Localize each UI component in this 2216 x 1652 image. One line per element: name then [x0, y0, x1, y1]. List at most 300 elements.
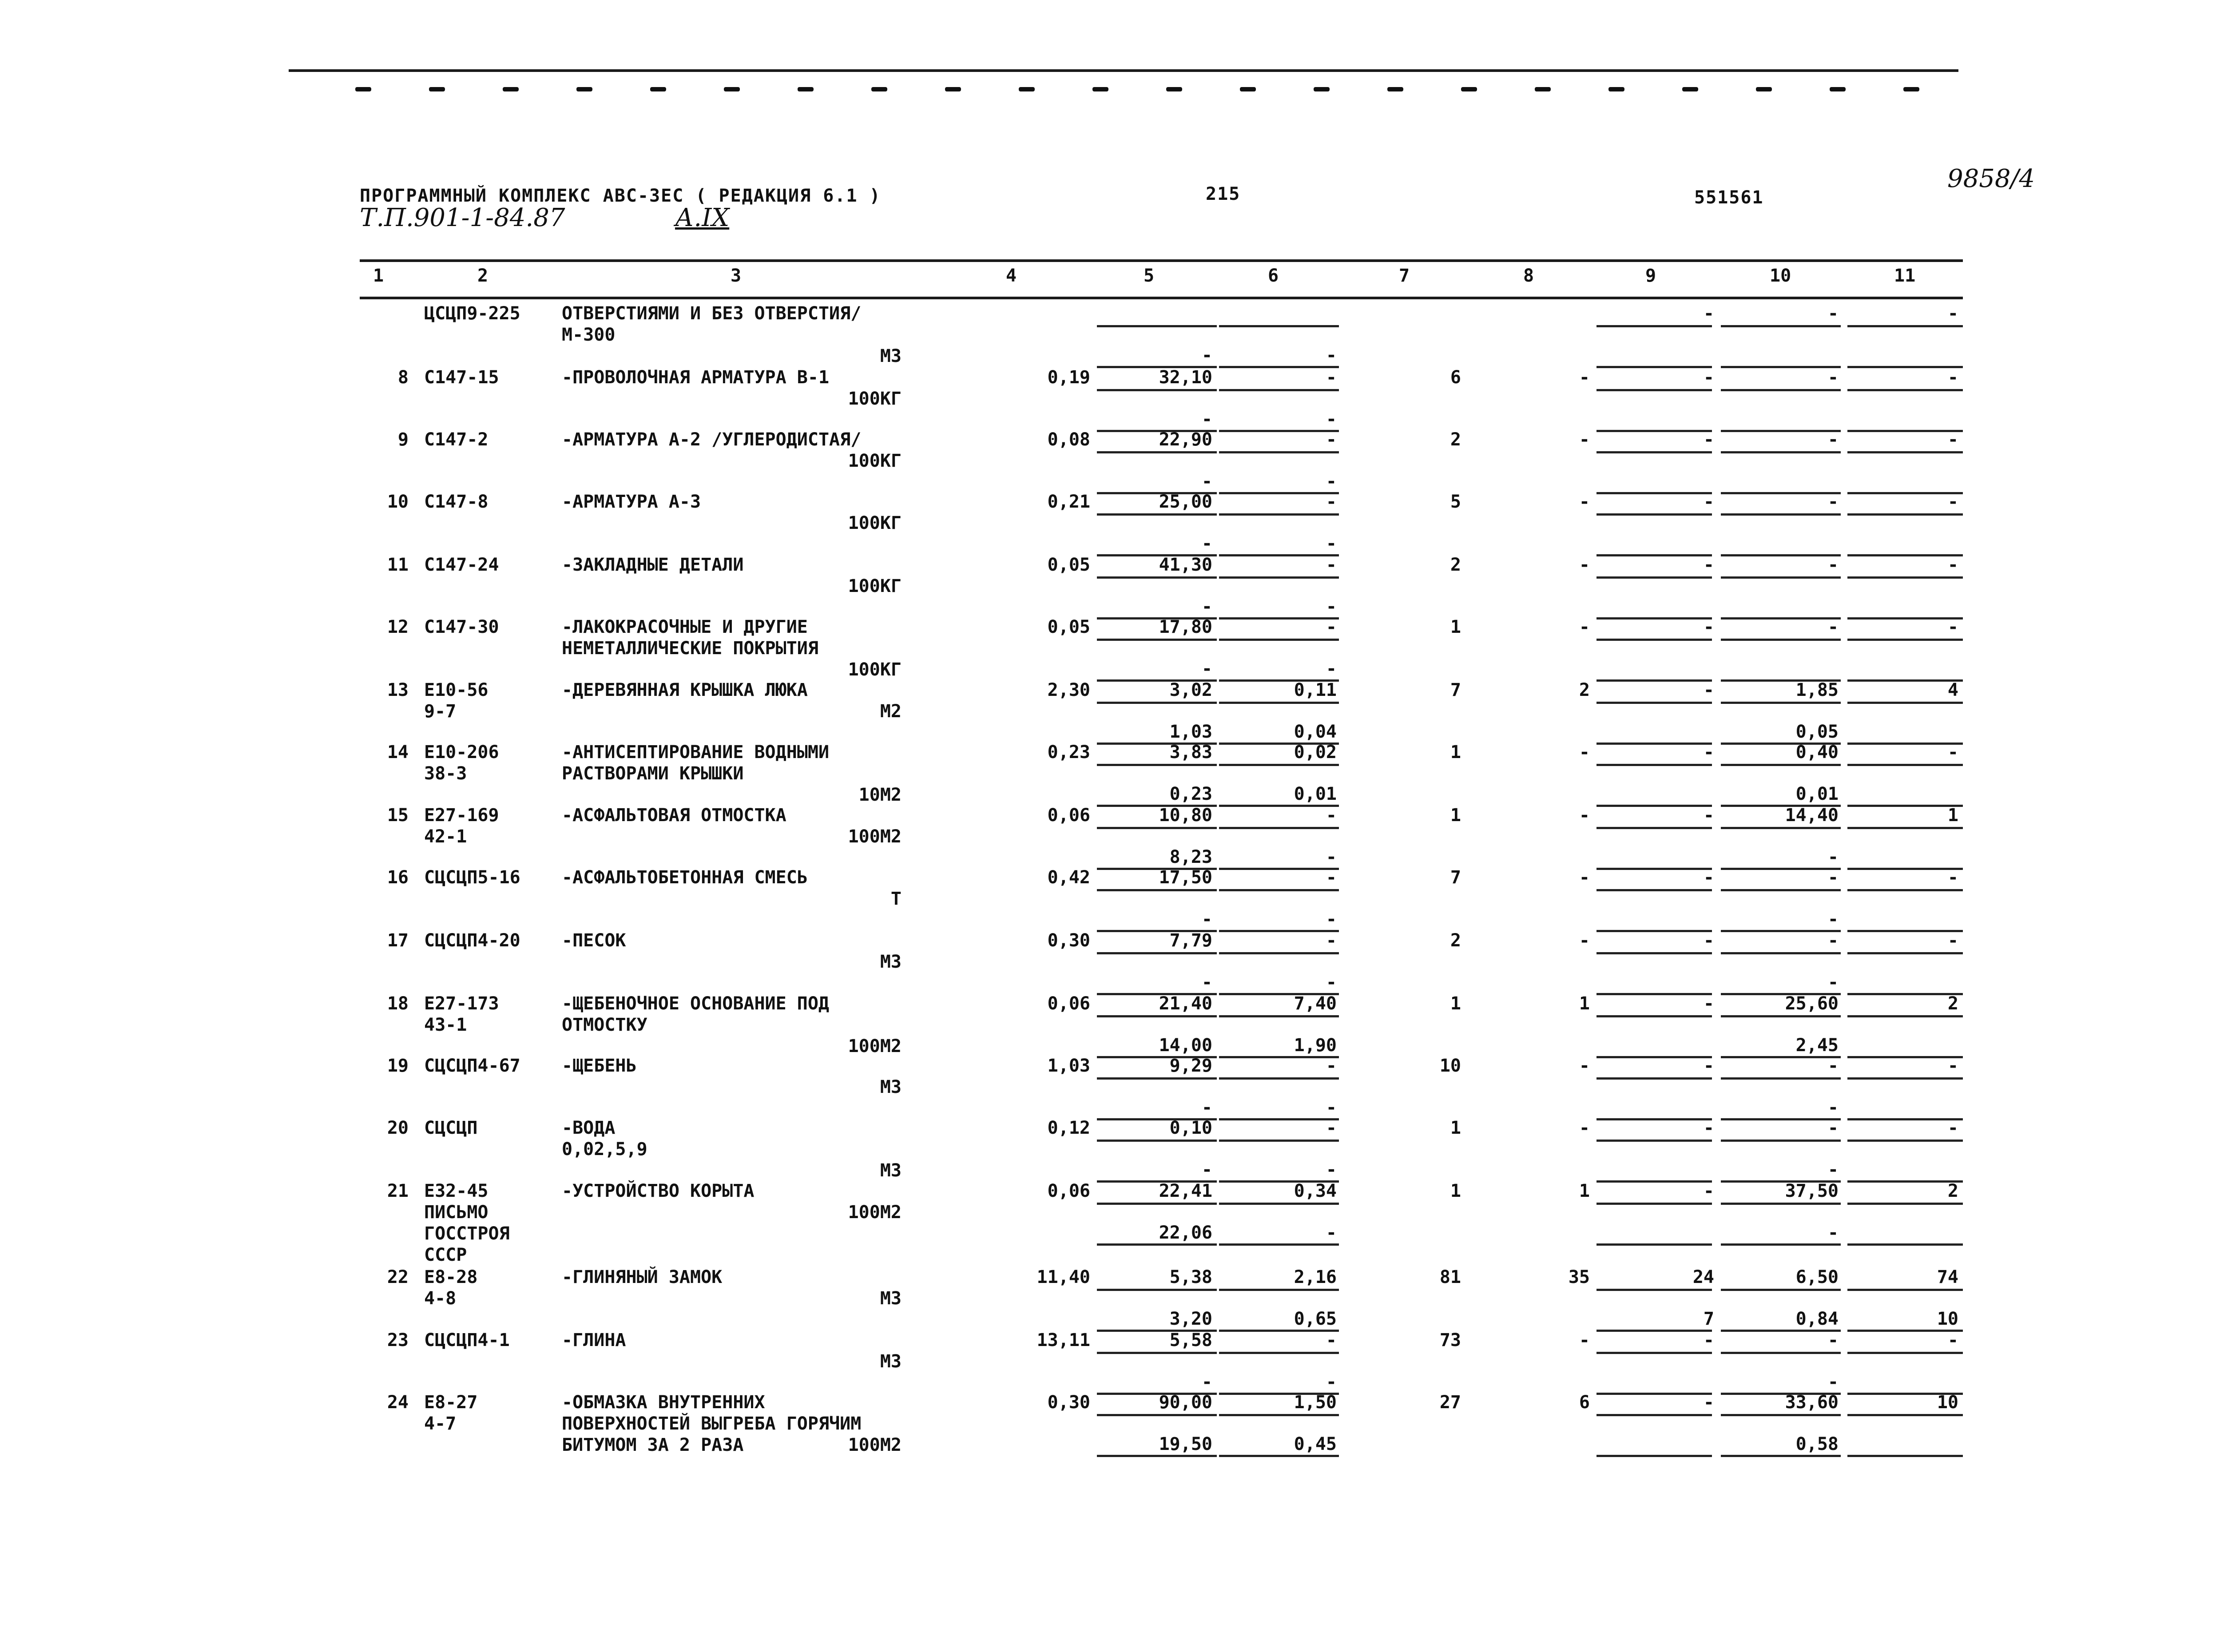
- cell-underline: [1596, 1077, 1712, 1080]
- row-col9: -: [1703, 617, 1714, 637]
- row-unit: М3: [880, 346, 901, 366]
- row-col5: 0,10: [1169, 1118, 1212, 1138]
- row-col10-sub: 2,45: [1795, 1035, 1839, 1056]
- row-name: -УСТРОЙСТВО КОРЫТА: [562, 1181, 755, 1201]
- cell-underline: [1596, 1455, 1712, 1457]
- column-number-2: 2: [477, 266, 488, 286]
- cell-underline: [1219, 1352, 1339, 1354]
- column-number-10: 10: [1770, 266, 1791, 286]
- row-col6: 0,02: [1294, 742, 1337, 762]
- cell-underline: [1721, 451, 1841, 453]
- cell-underline: [1596, 451, 1712, 453]
- row-col4: 0,21: [1047, 492, 1090, 512]
- cell-underline: [1847, 1015, 1963, 1017]
- row-col11: -: [1947, 742, 1958, 762]
- cell-underline: [1596, 1352, 1712, 1354]
- row-name: -ПРОВОЛОЧНАЯ АРМАТУРА В-1: [562, 367, 830, 388]
- row-code: Е27-169 42-1: [424, 805, 499, 847]
- row-number: 19: [387, 1056, 409, 1076]
- row-col6: -: [1326, 930, 1337, 951]
- row-name: -АСФАЛЬТОБЕТОННАЯ СМЕСЬ: [562, 867, 808, 888]
- row-number: 22: [387, 1267, 409, 1287]
- row-col8: -: [1579, 930, 1590, 951]
- row-col8: 2: [1579, 680, 1590, 700]
- row-col5: 21,40: [1159, 993, 1212, 1014]
- row-col7: 81: [1439, 1267, 1461, 1287]
- row-col10: 1,85: [1795, 680, 1839, 700]
- row-col8: -: [1579, 1118, 1590, 1138]
- row-col7: 1: [1450, 617, 1461, 637]
- row-col6: -: [1326, 492, 1337, 512]
- cell-underline: [1219, 827, 1339, 829]
- row-col11: 2: [1947, 993, 1958, 1014]
- row-name: -АРМАТУРА А-2 /УГЛЕРОДИСТАЯ/: [562, 429, 862, 450]
- row-col4: 0,23: [1047, 742, 1090, 762]
- row-number: 10: [387, 492, 409, 512]
- row-col4: 0,05: [1047, 555, 1090, 575]
- row-col5-sub: -: [1201, 909, 1212, 929]
- row-name: -АСФАЛЬТОВАЯ ОТМОСТКА: [562, 805, 786, 826]
- row-col9: -: [1703, 1181, 1714, 1201]
- row-col10-sub: -: [1827, 847, 1839, 867]
- row-col9: -: [1703, 1118, 1714, 1138]
- perforation-mark: [503, 87, 519, 91]
- cell-underline: [1097, 889, 1217, 891]
- cell-underline: [1097, 576, 1217, 579]
- row-col10: 25,60: [1785, 993, 1839, 1014]
- cell-underline: [1721, 1414, 1841, 1416]
- cell-underline: [1721, 1015, 1841, 1017]
- row-col5-sub: 8,23: [1169, 847, 1212, 867]
- cell-underline: [1596, 513, 1712, 516]
- cell-underline: [1847, 451, 1963, 453]
- cell-underline: [1847, 1140, 1963, 1142]
- row-col5-sub: -: [1201, 471, 1212, 492]
- row-name: -ВОДА 0,02,5,9: [562, 1118, 647, 1160]
- row-col10: -: [1827, 555, 1839, 575]
- perforation-mark: [1461, 87, 1477, 91]
- row-col4: 2,30: [1047, 680, 1090, 700]
- row-col10: -: [1827, 1330, 1839, 1350]
- row-col10: -: [1827, 867, 1839, 888]
- row-number: 23: [387, 1330, 409, 1350]
- cell-underline: [1219, 389, 1339, 391]
- row-col9: 24: [1692, 1267, 1714, 1287]
- row-code: С147-15: [424, 367, 499, 388]
- row-code: СЦСЦП4-67: [424, 1056, 520, 1076]
- cell-underline: [1847, 1289, 1963, 1291]
- row-col10-sub: -: [1827, 1372, 1839, 1392]
- cell-underline: [1721, 639, 1841, 641]
- row-col6-sub: 0,01: [1294, 784, 1337, 804]
- row-col5: 17,80: [1159, 617, 1212, 637]
- row-code: Е8-28 4-8: [424, 1267, 478, 1309]
- row-col4: 0,30: [1047, 930, 1090, 951]
- row-name: ОТВЕРСТИЯМИ И БЕЗ ОТВЕРСТИЯ/ М-300: [562, 303, 862, 345]
- cell-underline: [1097, 451, 1217, 453]
- row-col8: -: [1579, 805, 1590, 826]
- row-col5-sub: -: [1201, 1097, 1212, 1118]
- row-col8: -: [1579, 555, 1590, 575]
- row-col9: -: [1703, 367, 1714, 388]
- row-col5: 32,10: [1159, 367, 1212, 388]
- row-col11: -: [1947, 1056, 1958, 1076]
- row-code: С147-30: [424, 617, 499, 637]
- column-number-4: 4: [1006, 266, 1017, 286]
- cell-underline: [1596, 702, 1712, 704]
- row-col7: 1: [1450, 742, 1461, 762]
- cell-underline: [1721, 576, 1841, 579]
- row-col6-sub: 1,90: [1294, 1035, 1337, 1056]
- row-col5-sub: 14,00: [1159, 1035, 1212, 1056]
- column-number-6: 6: [1268, 266, 1279, 286]
- row-name: -ЩЕБЕНЬ: [562, 1056, 637, 1076]
- row-col7: 7: [1450, 867, 1461, 888]
- row-col9-sub: 7: [1703, 1309, 1714, 1329]
- row-col5-sub: -: [1201, 972, 1212, 993]
- row-code: СЦСЦП: [424, 1118, 478, 1138]
- row-col9: -: [1703, 930, 1714, 951]
- row-col9: -: [1703, 1330, 1714, 1350]
- cell-underline: [1847, 1203, 1963, 1205]
- cell-underline: [1847, 325, 1963, 327]
- row-col10: 37,50: [1785, 1181, 1839, 1201]
- cell-underline: [1097, 827, 1217, 829]
- row-col5: 17,50: [1159, 867, 1212, 888]
- column-number-8: 8: [1523, 266, 1534, 286]
- row-col6: 7,40: [1294, 993, 1337, 1014]
- row-col7: 1: [1450, 993, 1461, 1014]
- cell-underline: [1847, 952, 1963, 954]
- perforation-mark: [1314, 87, 1330, 91]
- row-col6-sub: -: [1326, 409, 1337, 429]
- cell-underline: [1219, 1455, 1339, 1457]
- row-col5-sub: -: [1201, 1160, 1212, 1180]
- table-header-rule: [360, 297, 1963, 299]
- row-col11: -: [1947, 367, 1958, 388]
- cell-underline: [1219, 639, 1339, 641]
- row-col6-sub: -: [1326, 659, 1337, 679]
- perforation-mark: [1903, 87, 1919, 91]
- row-col4: 1,03: [1047, 1056, 1090, 1076]
- cell-underline: [1596, 952, 1712, 954]
- row-col5-sub: 19,50: [1159, 1434, 1212, 1454]
- perforation-mark: [1092, 87, 1108, 91]
- row-col4: 0,30: [1047, 1392, 1090, 1413]
- cell-underline: [1219, 451, 1339, 453]
- row-col5: 22,41: [1159, 1181, 1212, 1201]
- cell-underline: [1097, 1140, 1217, 1142]
- cell-underline: [1721, 889, 1841, 891]
- cell-underline: [1596, 764, 1712, 766]
- row-col10-sub: -: [1827, 909, 1839, 929]
- row-col5: 3,83: [1169, 742, 1212, 762]
- handwritten-corner-number: 9858/4: [1947, 164, 2035, 193]
- row-col8: -: [1579, 742, 1590, 762]
- row-number: 14: [387, 742, 409, 762]
- row-col6-sub: -: [1326, 1097, 1337, 1118]
- row-number: 11: [387, 555, 409, 575]
- row-col6-sub: -: [1326, 345, 1337, 365]
- row-name: -АНТИСЕПТИРОВАНИЕ ВОДНЫМИ РАСТВОРАМИ КРЫШКИ: [562, 742, 830, 784]
- row-number: 15: [387, 805, 409, 826]
- cell-underline: [1847, 1352, 1963, 1354]
- row-col9: -: [1703, 1392, 1714, 1413]
- row-col8: -: [1579, 367, 1590, 388]
- row-unit: Т: [890, 889, 901, 909]
- row-col5: 3,02: [1169, 680, 1212, 700]
- perforation-mark: [1682, 87, 1698, 91]
- row-col4: 0,05: [1047, 617, 1090, 637]
- row-col10-sub: -: [1827, 972, 1839, 993]
- row-col6: -: [1326, 1330, 1337, 1350]
- row-unit: 100М2: [848, 1202, 901, 1223]
- cell-underline: [1847, 1077, 1963, 1080]
- row-col9: -: [1703, 492, 1714, 512]
- row-col8: -: [1579, 492, 1590, 512]
- cell-underline: [1097, 639, 1217, 641]
- perforation-mark: [1756, 87, 1772, 91]
- row-col7: 2: [1450, 930, 1461, 951]
- row-number: 12: [387, 617, 409, 637]
- perforation-mark: [1608, 87, 1624, 91]
- cell-underline: [1847, 513, 1963, 516]
- row-col11: -: [1947, 930, 1958, 951]
- cell-underline: [1097, 1455, 1217, 1457]
- cell-underline: [1596, 325, 1712, 327]
- row-col11: -: [1947, 429, 1958, 450]
- row-number: 8: [397, 367, 409, 388]
- row-col10-sub: 0,84: [1795, 1309, 1839, 1329]
- cell-underline: [1721, 1289, 1841, 1291]
- row-col7: 6: [1450, 367, 1461, 388]
- row-unit: 100КГ: [848, 659, 901, 680]
- row-code: СЦСЦП5-16: [424, 867, 520, 888]
- cell-underline: [1596, 1289, 1712, 1291]
- row-col11: 4: [1947, 680, 1958, 700]
- perforation-mark: [871, 87, 887, 91]
- row-name: -ЛАКОКРАСОЧНЫЕ И ДРУГИЕ НЕМЕТАЛЛИЧЕСКИЕ ПОКРЫТИЯ: [562, 617, 818, 659]
- row-col7: 10: [1439, 1056, 1461, 1076]
- row-col6: -: [1326, 867, 1337, 888]
- cell-underline: [1847, 764, 1963, 766]
- row-col6-sub: -: [1326, 533, 1337, 554]
- perforation-mark: [945, 87, 961, 91]
- row-col11: -: [1947, 492, 1958, 512]
- row-col11: -: [1947, 1330, 1958, 1350]
- row-col6-sub: 0,65: [1294, 1309, 1337, 1329]
- row-unit: 100КГ: [848, 451, 901, 471]
- cell-underline: [1847, 639, 1963, 641]
- row-col5-sub: -: [1201, 659, 1212, 679]
- cell-underline: [1721, 827, 1841, 829]
- row-col10: 33,60: [1785, 1392, 1839, 1413]
- row-col10-sub: 0,01: [1795, 784, 1839, 804]
- perforation-mark: [724, 87, 740, 91]
- cell-underline: [1097, 325, 1217, 327]
- row-col6: 0,34: [1294, 1181, 1337, 1201]
- row-col6: -: [1326, 555, 1337, 575]
- row-col5: 9,29: [1169, 1056, 1212, 1076]
- row-col4: 0,06: [1047, 805, 1090, 826]
- cell-underline: [1219, 1015, 1339, 1017]
- perforation-mark: [576, 87, 592, 91]
- row-col9: -: [1703, 993, 1714, 1014]
- perforation-mark: [798, 87, 814, 91]
- row-col9: -: [1703, 867, 1714, 888]
- cell-underline: [1219, 513, 1339, 516]
- row-col6-sub: 0,45: [1294, 1434, 1337, 1454]
- row-number: 17: [387, 930, 409, 951]
- row-unit: М3: [880, 1351, 901, 1372]
- row-col9: -: [1703, 742, 1714, 762]
- row-name: -ПЕСОК: [562, 930, 626, 951]
- row-code: Е8-27 4-7: [424, 1392, 478, 1434]
- cell-underline: [1219, 576, 1339, 579]
- cell-underline: [1847, 827, 1963, 829]
- row-col6-sub: 0,04: [1294, 722, 1337, 742]
- document-code: 551561: [1694, 187, 1764, 208]
- perforation-strip: [355, 87, 1954, 96]
- row-number: 9: [397, 429, 409, 450]
- row-col11: 10: [1937, 1392, 1958, 1413]
- row-col5: 22,90: [1159, 429, 1212, 450]
- row-col10: -: [1827, 617, 1839, 637]
- row-col8: -: [1579, 429, 1590, 450]
- row-col5-sub: -: [1201, 533, 1212, 554]
- row-col10: -: [1827, 492, 1839, 512]
- row-col11-sub: 10: [1937, 1309, 1958, 1329]
- row-col5: 25,00: [1159, 492, 1212, 512]
- cell-underline: [1097, 764, 1217, 766]
- cell-underline: [1847, 702, 1963, 704]
- cell-underline: [1721, 1243, 1841, 1246]
- row-col10-sub: 0,58: [1795, 1434, 1839, 1454]
- row-name: -АРМАТУРА А-3: [562, 492, 701, 512]
- row-col6-sub: -: [1326, 1372, 1337, 1392]
- row-col6: -: [1326, 617, 1337, 637]
- cell-underline: [1219, 1203, 1339, 1205]
- cell-underline: [1219, 702, 1339, 704]
- column-number-7: 7: [1399, 266, 1410, 286]
- row-col9: -: [1703, 303, 1714, 324]
- row-col6: -: [1326, 367, 1337, 388]
- row-col10: 0,40: [1795, 742, 1839, 762]
- row-col6: -: [1326, 1056, 1337, 1076]
- perforation-mark: [1387, 87, 1403, 91]
- row-col5-sub: -: [1201, 345, 1212, 365]
- cell-underline: [1721, 325, 1841, 327]
- row-col5: 41,30: [1159, 555, 1212, 575]
- row-col5-sub: 3,20: [1169, 1309, 1212, 1329]
- cell-underline: [1219, 325, 1339, 327]
- row-code: ЦСЦП9-225: [424, 303, 520, 324]
- row-code: Е10-206 38-3: [424, 742, 499, 784]
- row-col7: 2: [1450, 555, 1461, 575]
- row-col4: 13,11: [1037, 1330, 1090, 1350]
- row-col5-sub: -: [1201, 409, 1212, 429]
- cell-underline: [1721, 1352, 1841, 1354]
- row-col10: -: [1827, 1118, 1839, 1138]
- row-unit: 100КГ: [848, 576, 901, 596]
- row-col5-sub: -: [1201, 1372, 1212, 1392]
- cell-underline: [1219, 764, 1339, 766]
- cell-underline: [1847, 389, 1963, 391]
- row-col4: 0,06: [1047, 1181, 1090, 1201]
- perforation-mark: [355, 87, 371, 91]
- cell-underline: [1721, 1455, 1841, 1457]
- row-unit: 100КГ: [848, 513, 901, 533]
- row-col6: -: [1326, 429, 1337, 450]
- row-number: 18: [387, 993, 409, 1014]
- row-col5: 90,00: [1159, 1392, 1212, 1413]
- row-unit: М2: [880, 701, 901, 722]
- cell-underline: [1847, 576, 1963, 579]
- cell-underline: [1097, 513, 1217, 516]
- row-col7: 5: [1450, 492, 1461, 512]
- cell-underline: [1219, 1414, 1339, 1416]
- row-name: -ЗАКЛАДНЫЕ ДЕТАЛИ: [562, 555, 744, 575]
- row-col10: -: [1827, 367, 1839, 388]
- cell-underline: [1847, 1414, 1963, 1416]
- row-col10: -: [1827, 930, 1839, 951]
- row-col11: 1: [1947, 805, 1958, 826]
- row-name: -ДЕРЕВЯННАЯ КРЫШКА ЛЮКА: [562, 680, 808, 700]
- row-col10-sub: -: [1827, 1097, 1839, 1118]
- row-unit: 100КГ: [848, 389, 901, 409]
- row-col5: 5,58: [1169, 1330, 1212, 1350]
- cell-underline: [1097, 1243, 1217, 1246]
- cell-underline: [1596, 1203, 1712, 1205]
- cell-underline: [1596, 1243, 1712, 1246]
- row-col5-sub: -: [1201, 596, 1212, 617]
- row-col10: -: [1827, 429, 1839, 450]
- handwritten-section: А.IX: [675, 203, 730, 232]
- row-col6-sub: -: [1326, 596, 1337, 617]
- row-col7: 73: [1439, 1330, 1461, 1350]
- perforation-mark: [1166, 87, 1182, 91]
- row-col6-sub: -: [1326, 471, 1337, 492]
- row-col7: 27: [1439, 1392, 1461, 1413]
- row-col8: -: [1579, 1056, 1590, 1076]
- row-col9: -: [1703, 680, 1714, 700]
- column-number-3: 3: [731, 266, 742, 286]
- cell-underline: [1219, 1243, 1339, 1246]
- cell-underline: [1596, 1015, 1712, 1017]
- row-code: СЦСЦП4-1: [424, 1330, 510, 1350]
- cell-underline: [1847, 1455, 1963, 1457]
- top-rule: [289, 69, 1958, 72]
- row-col11: 2: [1947, 1181, 1958, 1201]
- cell-underline: [1097, 1015, 1217, 1017]
- cell-underline: [1097, 1414, 1217, 1416]
- cell-underline: [1097, 1289, 1217, 1291]
- cell-underline: [1721, 1203, 1841, 1205]
- cell-underline: [1219, 1289, 1339, 1291]
- row-col4: 0,19: [1047, 367, 1090, 388]
- row-col7: 1: [1450, 1181, 1461, 1201]
- column-number-row: [360, 266, 1967, 292]
- row-col9: -: [1703, 1056, 1714, 1076]
- cell-underline: [1847, 1243, 1963, 1246]
- cell-underline: [1596, 576, 1712, 579]
- row-unit: М3: [880, 1288, 901, 1309]
- row-col8: 6: [1579, 1392, 1590, 1413]
- row-col11: -: [1947, 555, 1958, 575]
- row-col6-sub: -: [1326, 972, 1337, 993]
- row-col8: -: [1579, 867, 1590, 888]
- row-col10-sub: -: [1827, 1160, 1839, 1180]
